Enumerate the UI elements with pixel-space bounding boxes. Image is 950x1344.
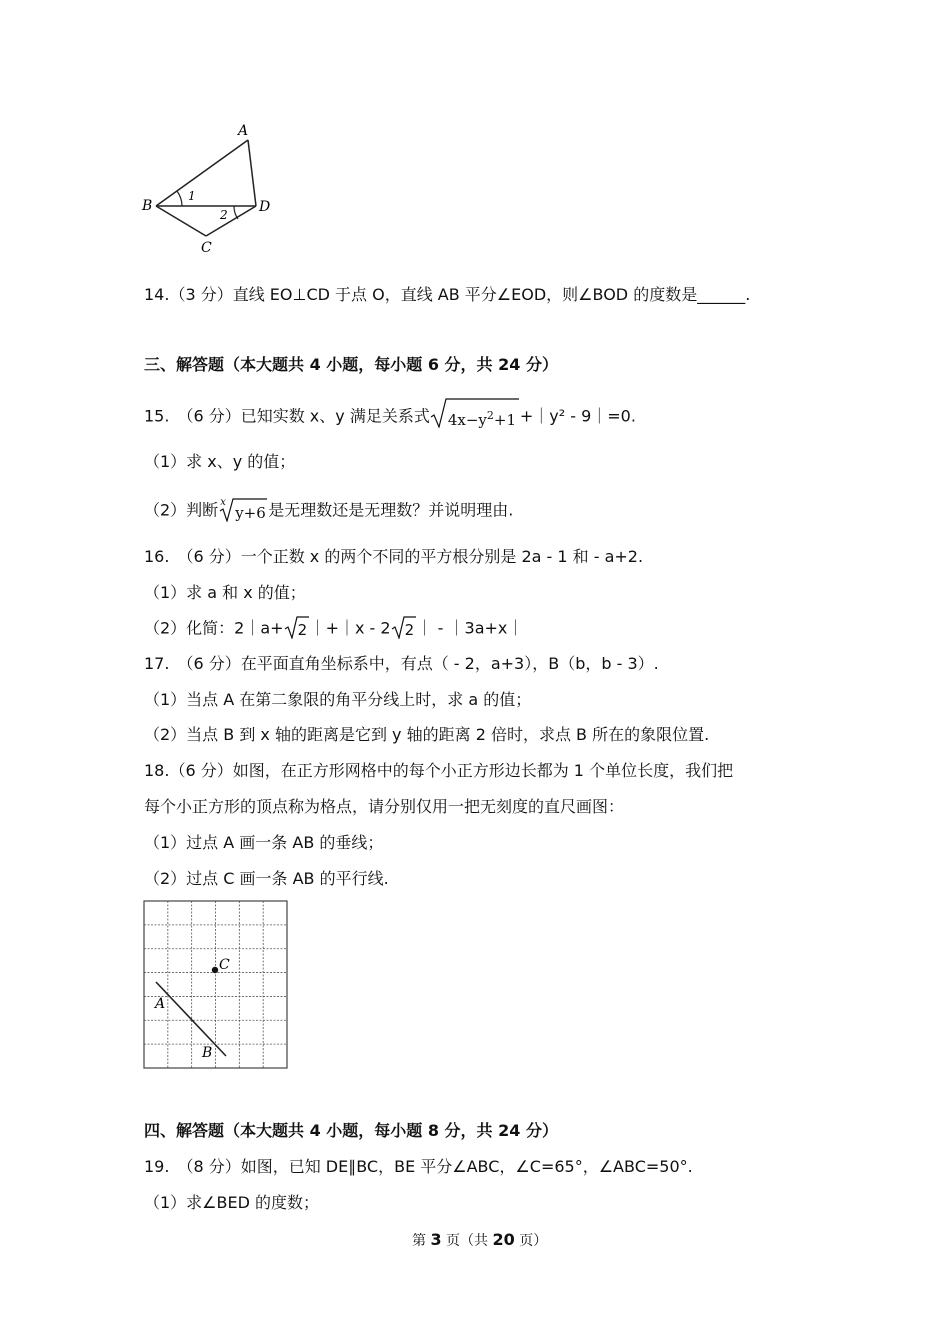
question-17-part-1: （1）当点 A 在第二象限的角平分线上时，求 a 的值； (144, 690, 532, 709)
grid-lines (144, 901, 287, 1068)
question-15-part-1: （1）求 x、y 的值； (144, 452, 296, 471)
footer-pre: 第 (412, 1233, 431, 1249)
label-C: C (201, 240, 212, 256)
question-16: 16. （6 分）一个正数 x 的两个不同的平方根分别是 2a - 1 和 - a+2. (144, 547, 644, 566)
footer-post: 页） (514, 1233, 548, 1249)
q16-sqrt-b (391, 615, 417, 639)
question-18-line-2: 每个小正方形的顶点称为格点，请分别仅用一把无刻度的直尺画图： (144, 797, 625, 816)
label-angle-2: 2 (220, 208, 228, 222)
q16-sqrt-b-radicand: 2 (404, 621, 415, 639)
q15-root-index: x (220, 497, 226, 508)
label-D: D (259, 199, 271, 215)
q15-root-radicand: y+6 (235, 504, 266, 522)
page-footer (412, 1230, 547, 1251)
grid-label-B: B (202, 1045, 213, 1061)
q15-prefix: 15. （6 分）已知实数 x、y 满足关系式 (144, 406, 430, 426)
q16-part2-suffix: ｜ - ｜3a+x｜ (416, 618, 524, 638)
question-19: 19. （8 分）如图，已知 DE∥BC，BE 平分∠ABC，∠C=65°，∠ABC=50°. (144, 1157, 693, 1176)
footer-mid: 页（共 (441, 1233, 493, 1249)
footer-page-number: 3 (430, 1230, 442, 1249)
q15-radicand-b: +1 (493, 411, 516, 429)
label-A: A (238, 123, 249, 139)
q15-nth-root (218, 496, 268, 522)
footer-total-pages: 20 (492, 1230, 515, 1249)
question-18-part-2: （2）过点 C 画一条 AB 的平行线. (144, 869, 389, 888)
question-18-line-1: 18.（6 分）如图，在正方形网格中的每个小正方形边长都为 1 个单位长度，我们把 (144, 761, 734, 780)
q15-radicand-a: 4x−y (447, 411, 487, 429)
triangle-figure (138, 118, 278, 258)
angle-1-arc (177, 191, 182, 206)
q16-part2-mid: ｜+｜x - 2 (309, 618, 391, 638)
grid-label-A: A (155, 996, 166, 1012)
question-19-part-1: （1）求∠BED 的度数； (144, 1193, 320, 1212)
q16-part2-prefix: （2）化简：2｜a+ (144, 618, 284, 638)
question-17-part-2: （2）当点 B 到 x 轴的距离是它到 y 轴的距离 2 倍时，求点 B 所在的象限位置. (144, 725, 710, 744)
question-15 (144, 402, 636, 432)
angle-2-arc (234, 206, 238, 219)
grid-label-C: C (219, 957, 230, 973)
point-C (212, 967, 218, 973)
section-3-heading: 三、解答题（本大题共 4 小题，每小题 6 分，共 24 分） (144, 355, 558, 374)
question-16-part-2 (144, 617, 523, 641)
q15-part2-prefix: （2）判断 (144, 500, 219, 520)
segment-AD (248, 140, 256, 206)
q15-part2-suffix: 是无理数还是无理数？并说明理由. (268, 500, 514, 520)
q15-suffix: +｜y² - 9｜=0. (519, 406, 636, 426)
section-4-heading: 四、解答题（本大题共 4 小题，每小题 8 分，共 24 分） (144, 1121, 558, 1140)
question-17: 17. （6 分）在平面直角坐标系中，有点（ - 2，a+3），B（b，b - 3）. (144, 654, 659, 673)
q15-radical (430, 398, 520, 428)
segment-BA (156, 140, 248, 206)
question-15-part-2 (144, 498, 513, 524)
label-angle-1: 1 (188, 189, 196, 203)
q16-sqrt-a (284, 615, 310, 639)
segment-BC (156, 206, 206, 236)
label-B: B (142, 198, 153, 214)
question-16-part-1: （1）求 a 和 x 的值； (144, 583, 306, 602)
segment-CD (206, 206, 256, 236)
q16-sqrt-a-radicand: 2 (297, 621, 308, 639)
q15-radicand-exp: 2 (486, 409, 494, 422)
grid-figure (142, 899, 290, 1071)
question-14: 14.（3 分）直线 EO⊥CD 于点 O，直线 AB 平分∠EOD，则∠BOD 的度数是______. (144, 285, 751, 304)
question-18-part-1: （1）过点 A 画一条 AB 的垂线； (144, 833, 384, 852)
